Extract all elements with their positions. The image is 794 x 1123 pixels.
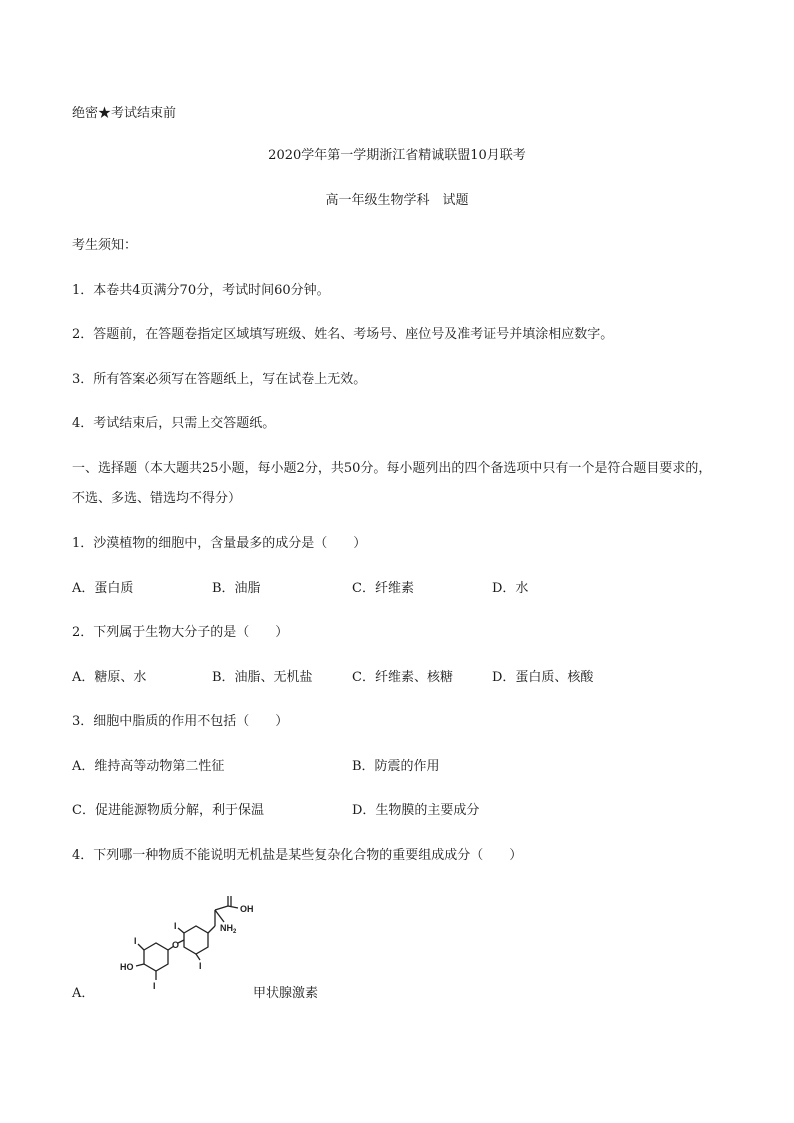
question-1-option-d: D．水: [492, 581, 529, 596]
section-instructions: 一、选择题（本大题共25小题，每小题2分，共50分。每小题列出的四个备选项中只有一个是符合题目要求的，不选、多选、错选均不得分）: [72, 461, 712, 506]
question-3-option-c: C．促进能源物质分解，利于保温: [72, 803, 264, 818]
notice-item-2: 2．答题前，在答题卷指定区域填写班级、姓名、考场号、座位号及准考证号并填涂相应数字。: [72, 327, 614, 342]
question-4-option-a-name: 甲状腺激素: [253, 986, 319, 1001]
question-1-option-b: B．油脂: [212, 581, 261, 596]
structure-label-iodine-3: I: [174, 921, 177, 931]
question-1-stem: 1．沙漠植物的细胞中，含量最多的成分是（ ）: [72, 536, 367, 551]
exam-subtitle: 高一年级生物学科 试题: [325, 193, 469, 208]
structure-label-iodine-4: I: [199, 961, 202, 971]
exam-title: 2020学年第一学期浙江省精诚联盟10月联考: [268, 148, 526, 163]
question-2-option-d: D．蛋白质、核酸: [492, 670, 594, 685]
question-3-option-d: D．生物膜的主要成分: [352, 803, 480, 818]
notice-item-1: 1．本卷共4页满分70分，考试时间60分钟。: [72, 283, 330, 298]
structure-label-o: O: [172, 940, 180, 950]
structure-label-iodine-2: I: [153, 981, 156, 991]
question-3-option-a: A．维持高等动物第二性征: [72, 759, 225, 774]
notice-item-4: 4．考试结束后，只需上交答题纸。: [72, 416, 276, 431]
question-3-stem: 3．细胞中脂质的作用不包括（ ）: [72, 714, 289, 729]
thyroxine-structure-image: [100, 892, 260, 992]
question-2-option-b: B．油脂、无机盐: [212, 670, 313, 685]
confidential-mark: 绝密★考试结束前: [72, 106, 177, 121]
structure-label-iodine-1: I: [134, 936, 137, 946]
structure-label-oh: OH: [240, 904, 254, 914]
question-2-stem: 2．下列属于生物大分子的是（ ）: [72, 625, 289, 640]
structure-label-ho: HO: [120, 962, 134, 972]
question-1-option-a: A．蛋白质: [72, 581, 134, 596]
question-1-option-c: C．纤维素: [352, 581, 414, 596]
structure-label-nh2: $NH_2$: [220, 923, 237, 935]
question-4-option-a: A．: [72, 986, 95, 1001]
question-4-stem: 4．下列哪一种物质不能说明无机盐是某些复杂化合物的重要组成成分（ ）: [72, 848, 523, 863]
question-3-option-b: B．防震的作用: [352, 759, 440, 774]
notice-heading: 考生须知：: [72, 238, 138, 253]
question-2-option-c: C．纤维素、核糖: [352, 670, 453, 685]
question-2-option-a: A．糖原、水: [72, 670, 147, 685]
notice-item-3: 3．所有答案必须写在答题纸上，写在试卷上无效。: [72, 372, 367, 387]
